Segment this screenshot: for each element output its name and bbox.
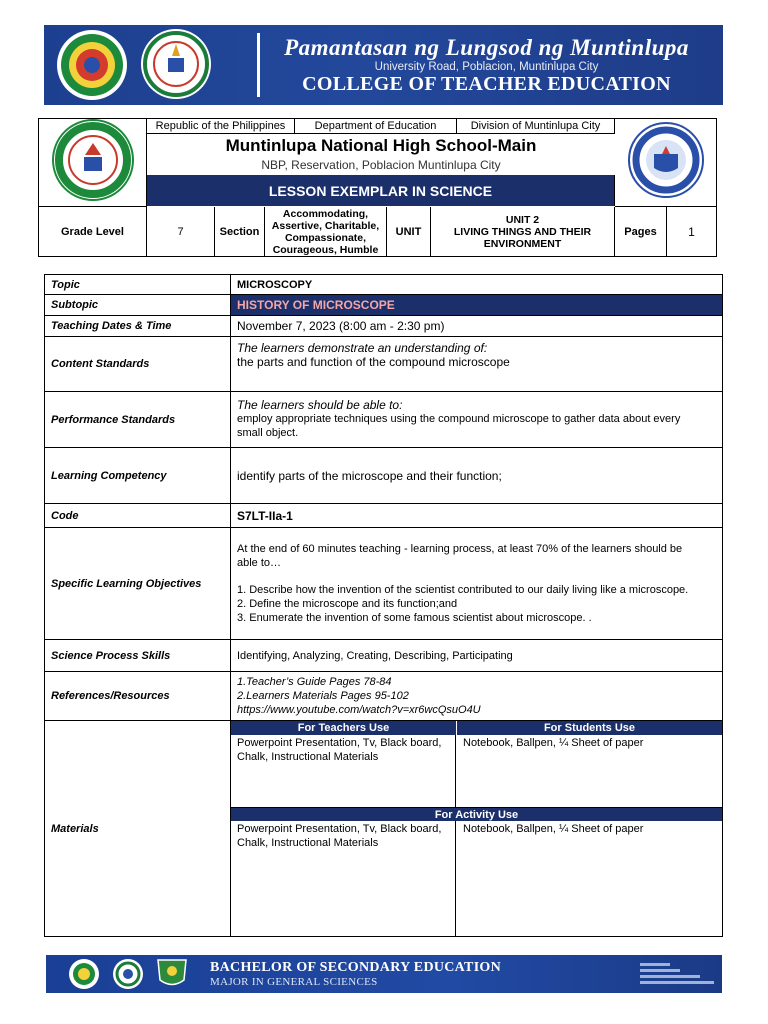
teaching-dates-value: November 7, 2023 (8:00 am - 2:30 pm) [237, 319, 445, 333]
learning-competency-row [45, 448, 722, 504]
performance-standards-value [231, 392, 722, 447]
program-title: BACHELOR OF SECONDARY EDUCATION [210, 960, 502, 975]
objectives-intro: At the end of 60 minutes teaching - learning process, at least 70% of the learners should be able to… [237, 543, 683, 569]
performance-standards-text: employ appropriate techniques using the compound microscope to gather data about every small object. [237, 413, 681, 439]
content-standards-row [45, 337, 722, 392]
students-use-header: For Students Use [457, 721, 722, 735]
performance-standards-intro: The learners should be able to: [237, 398, 403, 412]
footer-decoration-icon [638, 961, 718, 992]
process-skills-label: Science Process Skills [45, 640, 231, 671]
program-footer [46, 955, 722, 993]
code-value: S7LT-IIa-1 [237, 508, 293, 523]
university-address: University Road, Poblacion, Muntinlupa City [374, 61, 599, 73]
lesson-table [44, 274, 723, 937]
school-address: NBP, Reservation, Poblacion Muntinlupa City [261, 158, 501, 172]
activity-materials-left: Powerpoint Presentation, Tv, Black board, Chalk, Instructional Materials [231, 821, 456, 936]
agency-deped: Department of Education [295, 119, 457, 134]
lesson-exemplar-title: LESSON EXEMPLAR IN SCIENCE [147, 175, 615, 206]
objective-item: 2. Define the microscope and its function;and [237, 598, 458, 610]
subtopic-row [45, 295, 722, 316]
references-row [45, 672, 722, 721]
agency-division: Division of Muntinlupa City [457, 119, 615, 134]
performance-standards-label: Performance Standards [45, 392, 231, 447]
performance-standards-row [45, 392, 722, 448]
learning-competency-label: Learning Competency [45, 448, 231, 503]
objectives-value [231, 528, 722, 639]
teaching-dates-row [45, 316, 722, 337]
plmun-seal-icon [56, 29, 128, 101]
college-title: COLLEGE OF TEACHER EDUCATION [302, 73, 671, 95]
materials-row [45, 721, 722, 936]
subtopic-label: Subtopic [45, 295, 231, 315]
activity-use-header: For Activity Use [231, 808, 722, 821]
pages-label: Pages [615, 207, 667, 256]
code-label: Code [45, 504, 231, 527]
grade-level-label: Grade Level [39, 207, 147, 256]
process-skills-value: Identifying, Analyzing, Creating, Describing, Participating [237, 649, 513, 662]
learning-competency-value: identify parts of the microscope and their function; [237, 468, 502, 483]
section-label: Section [215, 207, 265, 256]
content-standards-intro: The learners demonstrate an understanding of: [237, 341, 488, 355]
activity-materials-right: Notebook, Ballpen, ¼ Sheet of paper [463, 823, 644, 835]
objectives-label: Specific Learning Objectives [45, 528, 231, 639]
topic-label: Topic [45, 275, 231, 294]
unit-label: UNIT [387, 207, 431, 256]
process-skills-row [45, 640, 722, 672]
objectives-row [45, 528, 722, 640]
unit-title: LIVING THINGS AND THEIR ENVIRONMENT [453, 225, 592, 250]
teachers-use-header: For Teachers Use [231, 721, 456, 735]
objective-item: 1. Describe how the invention of the scientist contributed to our daily living like a microscope. [237, 584, 689, 596]
grade-level-value: 7 [147, 207, 215, 256]
unit-value [431, 207, 615, 256]
section-value: Accommodating, Assertive, Charitable, Compassionate, Courageous, Humble [265, 207, 387, 256]
content-standards-text: the parts and function of the compound microscope [237, 355, 510, 369]
mnhs-seal-icon [52, 119, 134, 206]
agency-republic: Republic of the Philippines [147, 119, 295, 134]
reference-item: 1.Teacher’s Guide Pages 78-84 [237, 676, 392, 688]
content-standards-label: Content Standards [45, 337, 231, 391]
footer-seal-icons [68, 958, 188, 995]
teaching-dates-label: Teaching Dates & Time [45, 316, 231, 336]
unit-number: UNIT 2 [505, 213, 540, 226]
university-title: Pamantasan ng Lungsod ng Muntinlupa [284, 35, 689, 60]
school-header [38, 118, 717, 257]
code-row [45, 504, 722, 528]
mnhs-logo-cell [39, 119, 147, 207]
references-value [231, 672, 722, 720]
program-major: MAJOR IN GENERAL SCIENCES [210, 976, 378, 988]
materials-label: Materials [45, 721, 231, 936]
references-label: References/Resources [45, 672, 231, 720]
topic-row [45, 275, 722, 295]
pages-value: 1 [688, 224, 695, 239]
topic-value: MICROSCOPY [237, 278, 313, 291]
students-materials: Notebook, Ballpen, ¼ Sheet of paper [463, 737, 644, 749]
cte-seal-icon [140, 28, 212, 100]
university-banner [44, 25, 723, 105]
subtopic-value: HISTORY OF MICROSCOPE [231, 295, 722, 315]
reference-item: 2.Learners Materials Pages 95-102 [237, 690, 409, 702]
teachers-materials: Powerpoint Presentation, Tv, Black board, Chalk, Instructional Materials [231, 735, 456, 807]
school-name: Muntinlupa National High School-Main [225, 136, 537, 155]
deped-logo-cell [615, 119, 716, 207]
materials-grid [231, 721, 722, 936]
deped-seal-icon [628, 122, 704, 203]
reference-link[interactable]: https://www.youtube.com/watch?v=xr6wcQsuO4U [237, 704, 481, 716]
objective-item: 3. Enumerate the invention of some famous scientist about microscope. . [237, 612, 592, 624]
content-standards-value [231, 337, 722, 391]
